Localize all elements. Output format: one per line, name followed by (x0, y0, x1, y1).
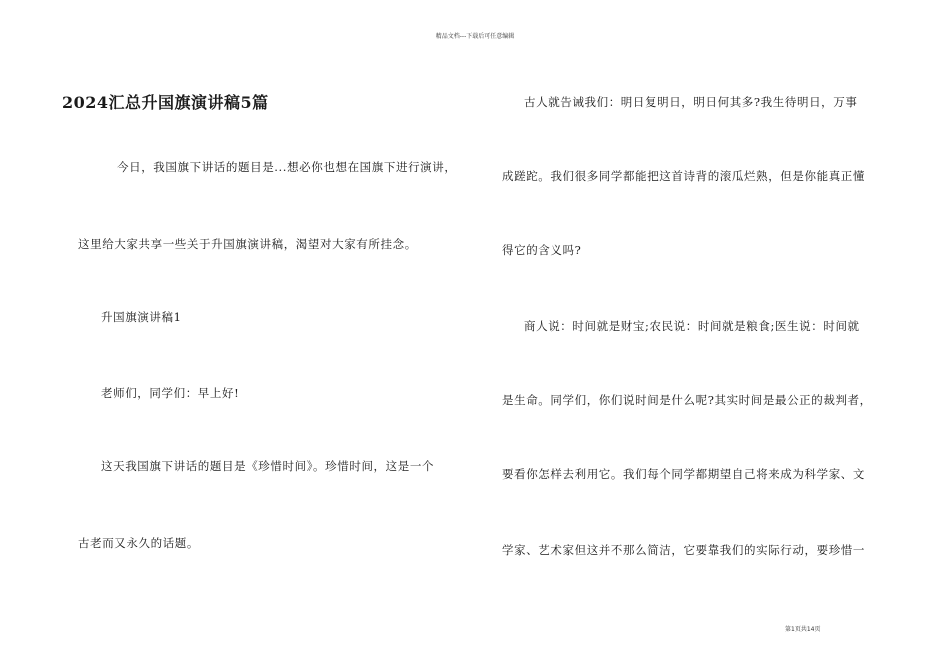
paragraph-line: 这天我国旗下讲话的题目是《珍惜时间》。珍惜时间，这是一个 (101, 459, 435, 473)
paragraph-line: 今日，我国旗下讲话的题目是...想必你也想在国旗下进行演讲， (117, 160, 457, 174)
document-title: 2024汇总升国旗演讲稿5篇 (62, 93, 269, 112)
paragraph-line: 学家、艺术家但这并不那么简洁，它要靠我们的实际行动，要珍惜一 (502, 543, 865, 557)
paragraph-line: 商人说：时间就是财宝;农民说：时间就是粮食;医生说：时间就 (524, 319, 860, 333)
paragraph-line: 得它的含义吗? (502, 243, 582, 257)
paragraph-line: 古人就告诫我们：明日复明日，明日何其多?我生待明日，万事 (524, 95, 858, 109)
page-number: 第1页共14页 (785, 626, 821, 633)
paragraph-line: 古老而又永久的话题。 (78, 536, 199, 550)
paragraph-line: 是生命。同学们，你们说时间是什么呢?其实时间是最公正的裁判者， (502, 393, 872, 407)
paragraph-line: 成蹉跎。我们很多同学都能把这首诗背的滚瓜烂熟，但是你能真正懂 (502, 169, 865, 183)
paragraph-line: 老师们，同学们：早上好! (101, 386, 240, 400)
page-header: 精品文档---下载后可任意编辑 (435, 33, 515, 40)
section-heading: 升国旗演讲稿1 (101, 310, 182, 324)
paragraph-line: 要看你怎样去利用它。我们每个同学都期望自己将来成为科学家、文 (502, 467, 865, 481)
paragraph-line: 这里给大家共享一些关于升国旗演讲稿，渴望对大家有所挂念。 (78, 237, 417, 251)
